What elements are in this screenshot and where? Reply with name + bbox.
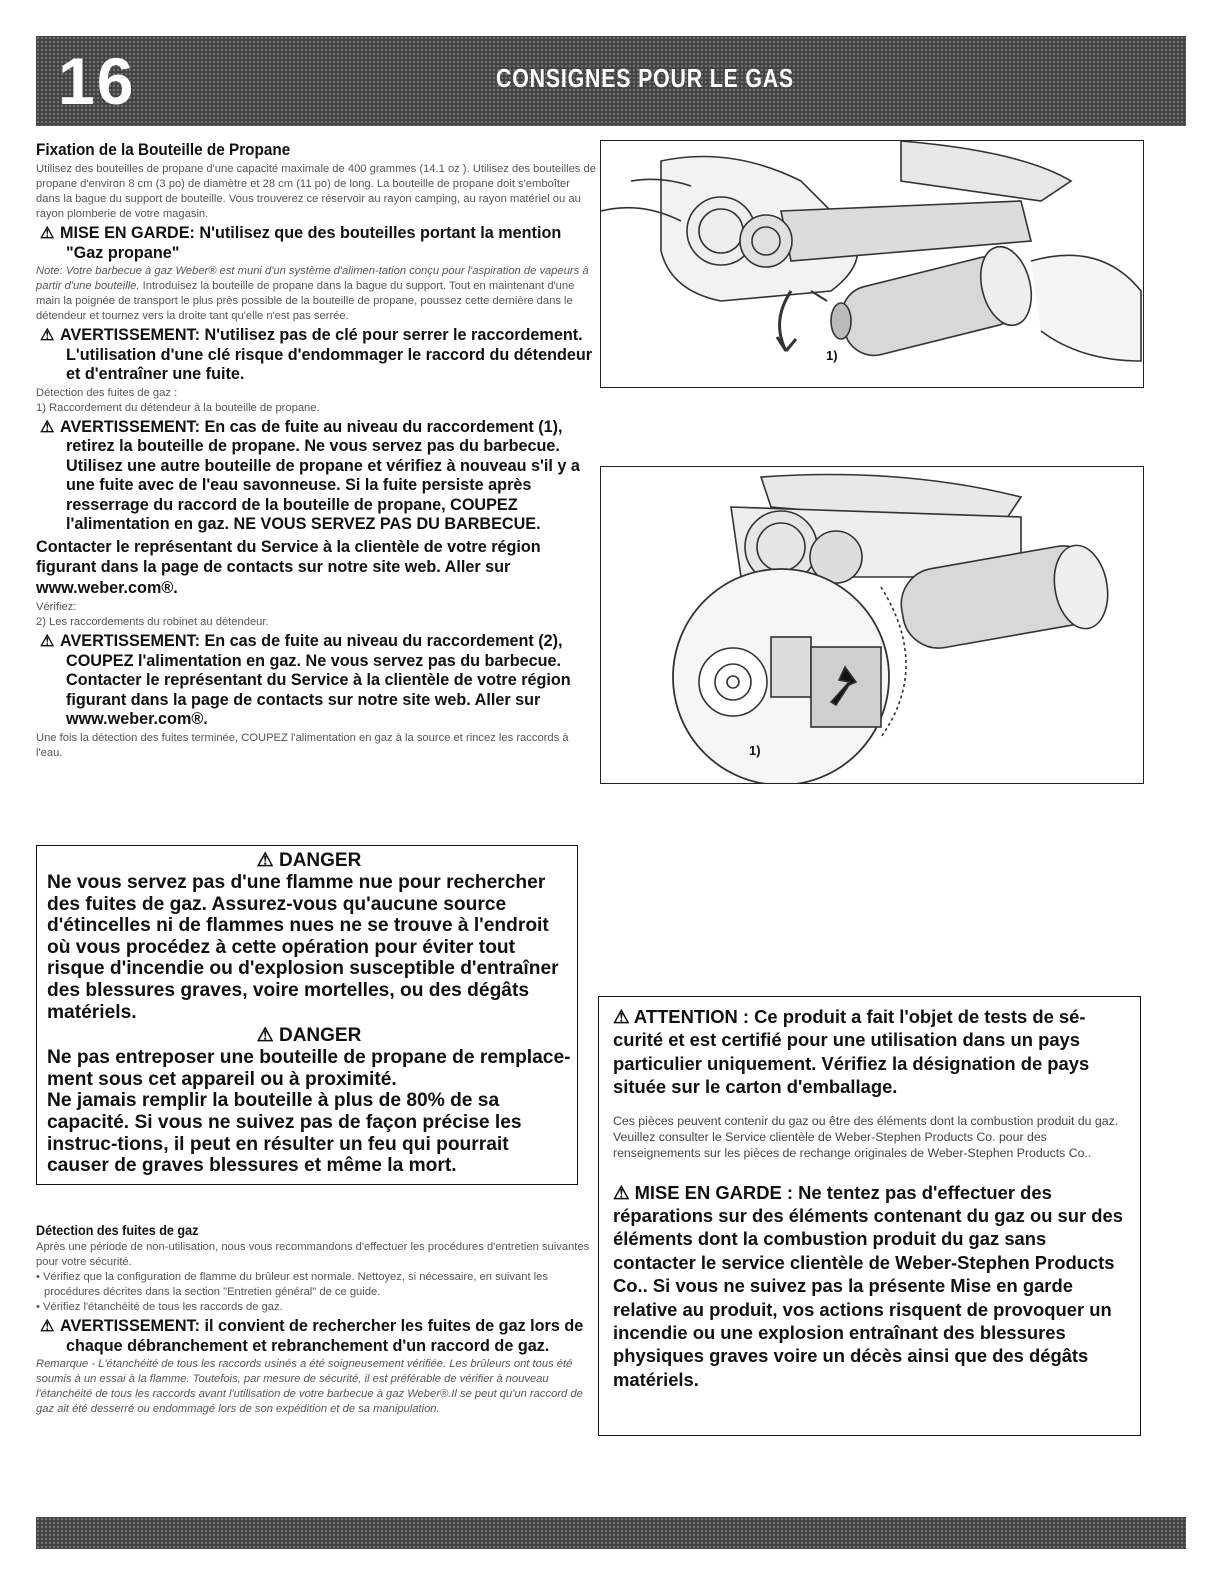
danger-title-text: DANGER <box>278 850 362 871</box>
warning-text: AVERTISSEMENT: En cas de fuite au niveau du raccordement (2), COUPEZ l'alimentation en gaz. Ne vous servez pas du barbecue. Contacter le représentant du Service à la clientèle de votre région figurant dans la page de contacts sur notre site web. Aller sur www.weber.com®. <box>60 632 571 728</box>
warning-triangle-icon: ⚠ <box>40 632 55 650</box>
warning-text: MISE EN GARDE: N'utilisez que des bouteilles portant la mention "Gaz propane" <box>60 224 562 262</box>
page-title: CONSIGNES POUR LE GAS <box>496 63 794 93</box>
mise-en-garde-body: MISE EN GARDE : Ne tentez pas d'effectuer des réparations sur des éléments contenant du gaz ou sur des éléments dont la combustion produit du gaz sans contacter le service clientèle de Weber-Stephen Products Co.. Si vous ne suivez pas la présente Mise en garde relative au produit, vos actions risquent de provoquer un incendie ou une explosion entraînant des blessures physiques graves voire un décès ainsi que des dégâts matériels. <box>613 1181 1123 1390</box>
warning-triangle-icon: ⚠ <box>613 1006 634 1027</box>
danger-title <box>47 850 571 872</box>
danger-title <box>47 1025 571 1047</box>
bullet-item: • Vérifiez que la configuration de flamme du brûleur est normale. Nettoyez, si nécessaire, en suivant les procédures décrites dans la section "Entretien général" de ce guide. <box>36 1271 548 1298</box>
grill-bottle-illustration <box>601 141 1143 387</box>
danger-text: Ne jamais remplir la bouteille à plus de 80% de sa capacité. Si vous ne suivez pas de façon précise les instruc-tions, il peut en résulter un feu qui pourrait causer de graves blessures et même la mort. <box>47 1090 522 1177</box>
parts-text: Ces pièces peuvent contenir du gaz ou être des éléments dont la combustion produit du gaz. Veuillez consulter le Service clientèle de Weber-Stephen Products Co. pour des renseignements sur les pièces de rechange originales de Weber-Stephen Products Co.. <box>613 1113 1119 1160</box>
warning-triangle-icon: ⚠ <box>40 326 55 344</box>
intro-text: Après une période de non-utilisation, nous vous recommandons d'effectuer les procédures d'entretien suivantes pour votre sécurité. <box>36 1241 590 1268</box>
figure-label: 1) <box>826 348 838 363</box>
warning-triangle-icon: ⚠ <box>256 1025 279 1047</box>
lower-left-section <box>36 1222 596 1417</box>
warning-block <box>36 224 596 263</box>
attention-box <box>598 996 1141 1436</box>
footer-bar <box>36 1517 1186 1549</box>
note-text <box>36 264 596 324</box>
figure-bottle-attach <box>600 140 1144 388</box>
bullet-item: • Vérifiez l'étanchéité de tous les raccords de gaz. <box>36 1301 283 1313</box>
danger-text: Ne pas entreposer une bouteille de propane de remplace-ment sous cet appareil ou à proximité. <box>47 1047 571 1090</box>
remark-text: Remarque - L'étanchéité de tous les raccords usinés a été soigneusement vérifiée. Les brûleurs ont tous été soumis à un essai à la flamme. Toutefois, par mesure de sécurité, il est préférable de vérifier à nouveau l'étanchéité de tous les raccords avant l'utilisation de votre barbecue à gaz Weber®.Il se peut qu'un raccord de gaz ait été desserré ou endommagé lors de son expédition et de sa manipulation. <box>36 1358 583 1415</box>
section-title: Fixation de la Bouteille de Propane <box>36 140 291 159</box>
page-number: 16 <box>58 44 136 118</box>
warning-text: AVERTISSEMENT: il convient de rechercher les fuites de gaz lors de chaque débranchement et rebranchement d'un raccord de gaz. <box>60 1317 584 1355</box>
warning-triangle-icon: ⚠ <box>40 417 55 436</box>
verify-item: 2) Les raccordements du robinet au détendeur. <box>36 616 269 628</box>
attention-text <box>613 1005 1132 1099</box>
danger-box <box>36 845 578 1185</box>
left-column <box>36 140 596 761</box>
warning-triangle-icon: ⚠ <box>613 1181 635 1203</box>
detect-label: Détection des fuites de gaz : <box>36 386 178 399</box>
note-italic: Note: Votre barbecue à gaz Weber® est muni d'un système d'alimen-tation conçu pour l'aspiration de vapeurs à partir d'une bouteille. <box>36 265 589 292</box>
figure-label: 1) <box>749 743 761 758</box>
grill-detail-illustration <box>601 467 1143 783</box>
warning-triangle-icon: ⚠ <box>40 1317 55 1335</box>
note-body: Introduisez la bouteille de propane dans la bague du support. Tout en maintenant d'une main la poignée de transport le plus près possible de la bouteille de propane, poussez cette dernière dans le détendeur et tournez vers la droite tant qu'elle n'est pas serrée. <box>36 280 575 322</box>
danger-title-text: DANGER <box>278 1025 362 1047</box>
verify-label: Vérifiez: <box>36 601 77 613</box>
final-text: Une fois la détection des fuites terminée, COUPEZ l'alimentation en gaz à la source et rincez les raccords à l'eau. <box>36 731 569 759</box>
warning-triangle-icon: ⚠ <box>256 850 279 871</box>
section-title: Détection des fuites de gaz <box>36 1222 199 1238</box>
attention-body: ATTENTION : Ce produit a fait l'objet de tests de sé-curité et est certifié pour une utilisation dans un pays particulier uniquement. Vérifiez la désignation de pays située sur le carton d'emballage. <box>613 1006 1090 1098</box>
contact-text: Contacter le représentant du Service à la clientèle de votre région figurant dans la page de contacts sur notre site web. Aller sur www.weber.com®. <box>36 537 541 597</box>
warning-block <box>36 632 596 730</box>
figure-leak-check <box>600 466 1144 784</box>
section-text: Utilisez des bouteilles de propane d'une capacité maximale de 400 grammes (14.1 oz ). Utilisez des bouteilles de propane d'environ 8 cm (3 po) de diamètre et 28 cm (11 po) de long. La bouteille de propane doit s'emboîter dans la bague du support de bouteille. Vous trouverez ce réservoir au rayon camping, au rayon matériel ou au rayon plomberie de votre magasin. <box>36 163 596 220</box>
warning-triangle-icon: ⚠ <box>40 224 55 242</box>
detect-item: 1) Raccordement du détendeur à la bouteille de propane. <box>36 401 320 414</box>
warning-block <box>36 326 596 385</box>
warning-text: AVERTISSEMENT: N'utilisez pas de clé pour serrer le raccordement. L'utilisation d'une clé risque d'endommager le raccord du détendeur et d'entraîner une fuite. <box>60 326 593 383</box>
mise-en-garde-text <box>613 1181 1132 1392</box>
warning-block <box>36 1317 596 1356</box>
warning-text: AVERTISSEMENT: En cas de fuite au niveau du raccordement (1), retirez la bouteille de propane. Ne vous servez pas du barbecue. Utilisez une autre bouteille de propane et vérifiez à nouveau s'il y a une fuite avec de l'eau savonneuse. Si la fuite persiste après resserrage du raccord de la bouteille de propane, COUPEZ l'alimentation en gaz. NE VOUS SERVEZ PAS DU BARBECUE. <box>60 417 580 533</box>
danger-text: Ne vous servez pas d'une flamme nue pour rechercher des fuites de gaz. Assurez-vous qu'aucune source d'étincelles ni de flammes nues ne se trouve à l'endroit où vous procédez à cette opération pour éviter tout risque d'incendie ou d'explosion susceptible d'entraîner des blessures graves, voire mortelles, ou des dégâts matériels. <box>47 872 559 1023</box>
warning-block <box>36 418 596 535</box>
